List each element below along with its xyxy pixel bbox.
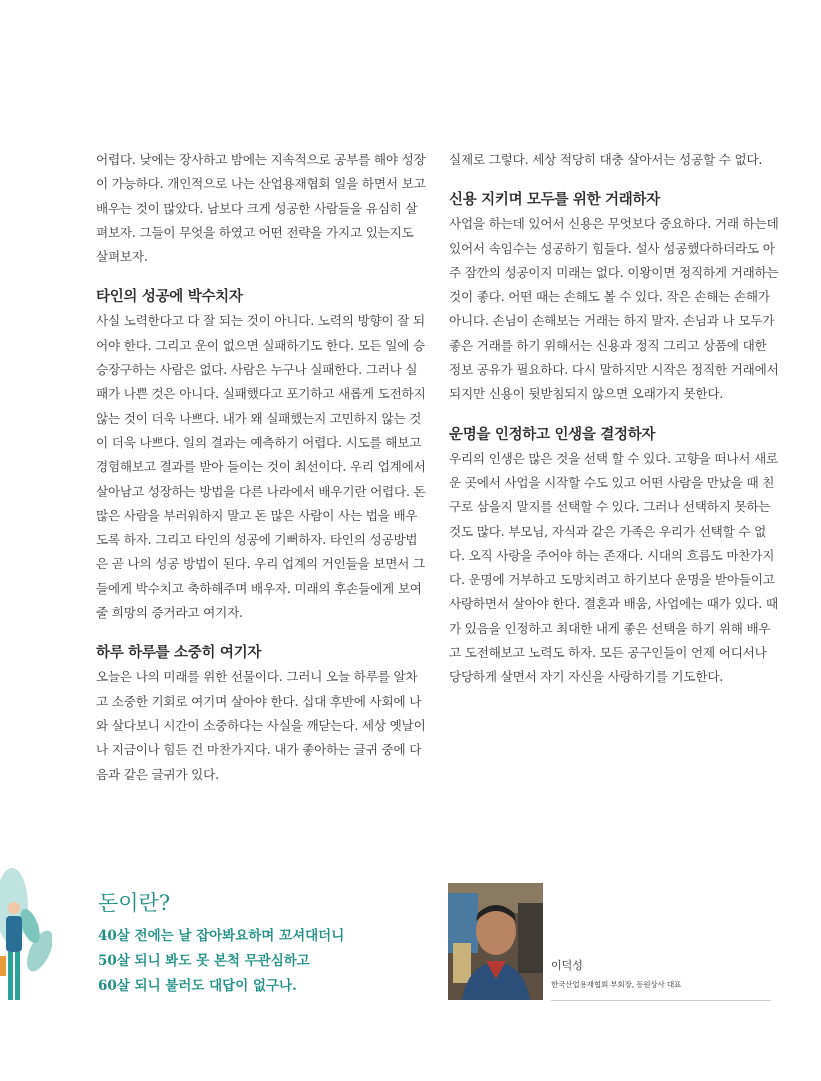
left-column	[96, 148, 426, 787]
quote-block	[98, 888, 418, 999]
section-body-keep-credit: 사업을 하는데 있어서 신용은 무엇보다 중요하다. 거래 하는데 있어서 속임수는 성공하기 힘들다. 설사 성공했다하더라도 아주 잠깐의 성공이지 미래는 없다. 이왕이면 정직하게 거래하는 것이 좋다. 어떤 때는 손해도 볼 수 있다. 작은 손해는 손해가 아니다. 손님이 손해보는 거래는 하지 말자. 손님과 나 모두가 좋은 거래를 하기 위해서는 신용과 정직 그리고 상품에 대한 정보 공유가 필요하다. 다시 말하지만 시작은 정직한 거래에서 되지만 신용이 뒷받침되지 않으면 오래가지 못한다.	[449, 216, 779, 402]
quote-line: 50살 되니 봐도 못 본척 무관심하고	[98, 953, 310, 969]
author-role: 한국산업용재협회 부회장, 동원상사 대표	[551, 980, 682, 989]
section-body-cherish-each-day: 오늘은 나의 미래를 위한 선물이다. 그러니 오늘 하루를 알차고 소중한 기회로 여기며 살아야 한다. 십대 후반에 사회에 나와 살다보니 시간이 소중하다는 사실을 깨닫는다. 세상 옛날이나 지금이나 힘든 건 마찬가지다. 내가 좋아하는 글귀 중에 다음과 같은 글귀가 있다.	[96, 669, 426, 782]
author-name: 이덕성	[551, 959, 583, 972]
person-illustration-icon	[0, 866, 52, 1006]
quote-title: 돈이란?	[98, 891, 171, 915]
section-body-applaud-success: 사실 노력한다고 다 잘 되는 것이 아니다. 노력의 방향이 잘 되어야 한다. 그리고 운이 없으면 실패하기도 한다. 모든 일에 승승장구하는 사람은 없다. 사람은 누구나 실패한다. 그러나 실패가 나쁜 것은 아니다. 실패했다고 포기하고 새롭게 도전하지 않는 것이 더욱 나쁘다. 내가 왜 실패했는지 고민하지 않는 것이 더욱 나쁘다. 일의 결과는 예측하기 어렵다. 시도를 해보고 경험해보고 결과를 받아 들이는 것이 최선이다. 우리 업계에서 살아남고 성장하는 방법을 다른 나라에서 배우기란 어렵다. 돈 많은 사람을 부러워하지 말고 돈 많은 사람이 사는 법을 배우도록 하자. 그리고 타인의 성공에 기뻐하자. 타인의 성공방법은 곧 나의 성공 방법이 된다. 우리 업계의 거인들을 보면서 그들에게 박수치고 축하해주며 배우자. 미래의 후손들에게 보여 줄 희망의 증거라고 여기자.	[96, 313, 426, 621]
quote-line: 60살 되니 불러도 대답이 없구나.	[98, 978, 297, 994]
section-heading-applaud-success: 타인의 성공에 박수치자	[96, 289, 243, 306]
section-heading-cherish-each-day: 하루 하루를 소중히 여기자	[96, 645, 262, 662]
section-heading-accept-fate: 운명을 인정하고 인생을 결정하자	[449, 426, 656, 443]
author-photo	[448, 883, 543, 1000]
section-body-accept-fate: 우리의 인생은 많은 것을 선택 할 수 있다. 고향을 떠나서 새로운 곳에서 사업을 시작할 수도 있고 어떤 사람을 만났을 때 친구로 삼을지 말지를 선택할 수 있다. 그러나 선택하지 못하는 것도 많다. 부모님, 자식과 같은 가족은 우리가 선택할 수 없다. 오직 사랑을 주어야 하는 존재다. 시대의 흐름도 마찬가지다. 운명에 거부하고 도망치려고 하기보다 운명을 받아들이고 사랑하면서 살아야 한다. 결혼과 배움, 사업에는 때가 있다. 때가 있음을 인정하고 최대한 내게 좋은 선택을 하기 위해 배우고 도전해보고 노력도 하자. 모든 공구인들이 언제 어디서나 당당하게 살면서 자기 자신을 사랑하기를 기도한다.	[449, 450, 779, 685]
right-column	[449, 148, 779, 690]
left-intro-paragraph: 어렵다. 낮에는 장사하고 밤에는 지속적으로 공부를 해야 성장이 가능하다. 개인적으로 나는 산업용재협회 일을 하면서 보고 배우는 것이 많았다. 남보다 크게 성공한 사람들을 유심히 살펴보자. 그들이 무엇을 하였고 어떤 전략을 가지고 있는지도 살펴보자.	[96, 152, 426, 265]
author-credit	[551, 958, 771, 996]
section-heading-keep-credit: 신용 지키며 모두를 위한 거래하자	[449, 192, 660, 209]
quote-line: 40살 전에는 날 잡아봐요하며 꼬셔대더니	[98, 928, 345, 944]
author-divider	[551, 1000, 771, 1001]
right-intro-paragraph: 실제로 그렇다. 세상 적당히 대충 살아서는 성공할 수 없다.	[449, 152, 763, 167]
